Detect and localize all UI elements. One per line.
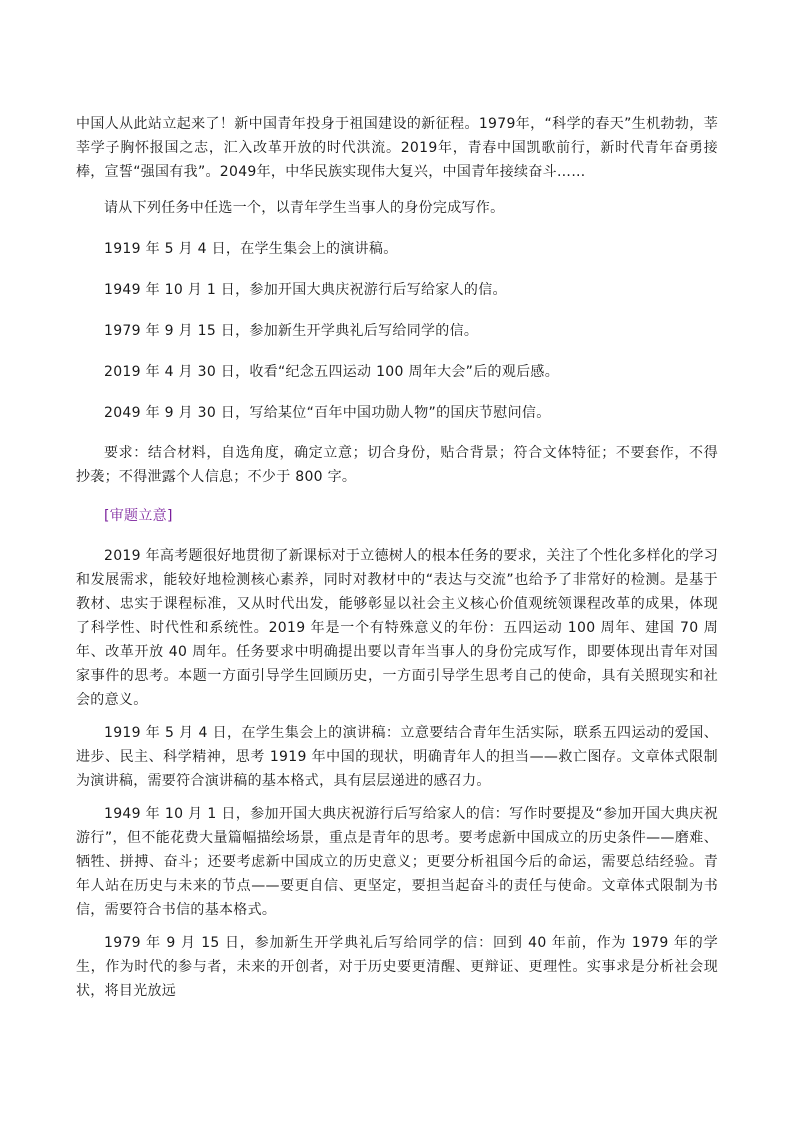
task-option-1949: 1949 年 10 月 1 日，参加开国大典庆祝游行后写给家人的信。 xyxy=(104,282,507,298)
task-option-1979: 1979 年 9 月 15 日，参加新生开学典礼后写给同学的信。 xyxy=(104,323,479,339)
task-option-2049: 2049 年 9 月 30 日，写给某位“百年中国功勋人物”的国庆节慰问信。 xyxy=(104,405,551,421)
task-option-1919: 1919 年 5 月 4 日，在学生集会上的演讲稿。 xyxy=(104,241,398,257)
task-instruction: 请从下列任务中任选一个，以青年学生当事人的身份完成写作。 xyxy=(104,200,505,216)
task-option-2019: 2019 年 4 月 30 日，收看“纪念五四运动 100 周年大会”后的观后感。 xyxy=(104,364,560,380)
analysis-paragraph: 1949 年 10 月 1 日，参加开国大典庆祝游行后写给家人的信：写作时要提及“参加开国大典庆祝游行”，但不能花费大量篇幅描绘场景，重点是青年的思考。要考虑新中国成立的历史条件——磨难、牺牲、拼搏、奋斗；还要考虑新中国成立的历史意义；更要分析祖国今后的命运，需要总结经验。青年人站在历史与未来的节点——要更自信、更坚定，要担当起奋斗的责任与使命。文章体式限制为书信，需要符合书信的基本格式。 xyxy=(76,806,718,918)
section-title: [审题立意] xyxy=(104,508,173,524)
intro-paragraph: 中国人从此站立起来了！新中国青年投身于祖国建设的新征程。1979年，“科学的春天”生机勃勃，莘莘学子胸怀报国之志，汇入改革开放的时代洪流。2019年，青春中国凯歌前行，新时代青年奋勇接棒，宣誓“强国有我”。2049年，中华民族实现伟大复兴，中国青年接续奋斗…… xyxy=(76,116,718,180)
document-page xyxy=(76,112,718,1012)
analysis-paragraph: 2019 年高考题很好地贯彻了新课标对于立德树人的根本任务的要求，关注了个性化多样化的学习和发展需求，能较好地检测核心素养，同时对教材中的“表达与交流”也给予了非常好的检测。是基于教材、忠实于课程标准，又从时代出发，能够彰显以社会主义核心价值观统领课程改革的成果，体现了科学性、时代性和系统性。2019 年是一个有特殊意义的年份：五四运动 100 周年、建国 70 周年、改革开放 40 周年。任务要求中明确提出要以青年当事人的身份完成写作，即要体现出青年对国家事件的思考。本题一方面引导学生回顾历史，一方面引导学生思考自己的使命，具有关照现实和社会的意义。 xyxy=(76,548,718,708)
analysis-paragraph: 1979 年 9 月 15 日，参加新生开学典礼后写给同学的信：回到 40 年前，作为 1979 年的学生，作为时代的参与者，未来的开创者，对于历史要更清醒、更辩证、更理性。实事求是分析社会现状，将目光放远 xyxy=(76,935,718,999)
analysis-paragraph: 1919 年 5 月 4 日，在学生集会上的演讲稿：立意要结合青年生活实际，联系五四运动的爱国、进步、民主、科学精神，思考 1919 年中国的现状，明确青年人的担当——救亡图存。文章体式限制为演讲稿，需要符合演讲稿的基本格式，具有层层递进的感召力。 xyxy=(76,725,718,789)
requirements-paragraph: 要求：结合材料，自选角度，确定立意；切合身份，贴合背景；符合文体特征；不要套作，不得抄袭；不得泄露个人信息；不少于 800 字。 xyxy=(76,445,718,485)
